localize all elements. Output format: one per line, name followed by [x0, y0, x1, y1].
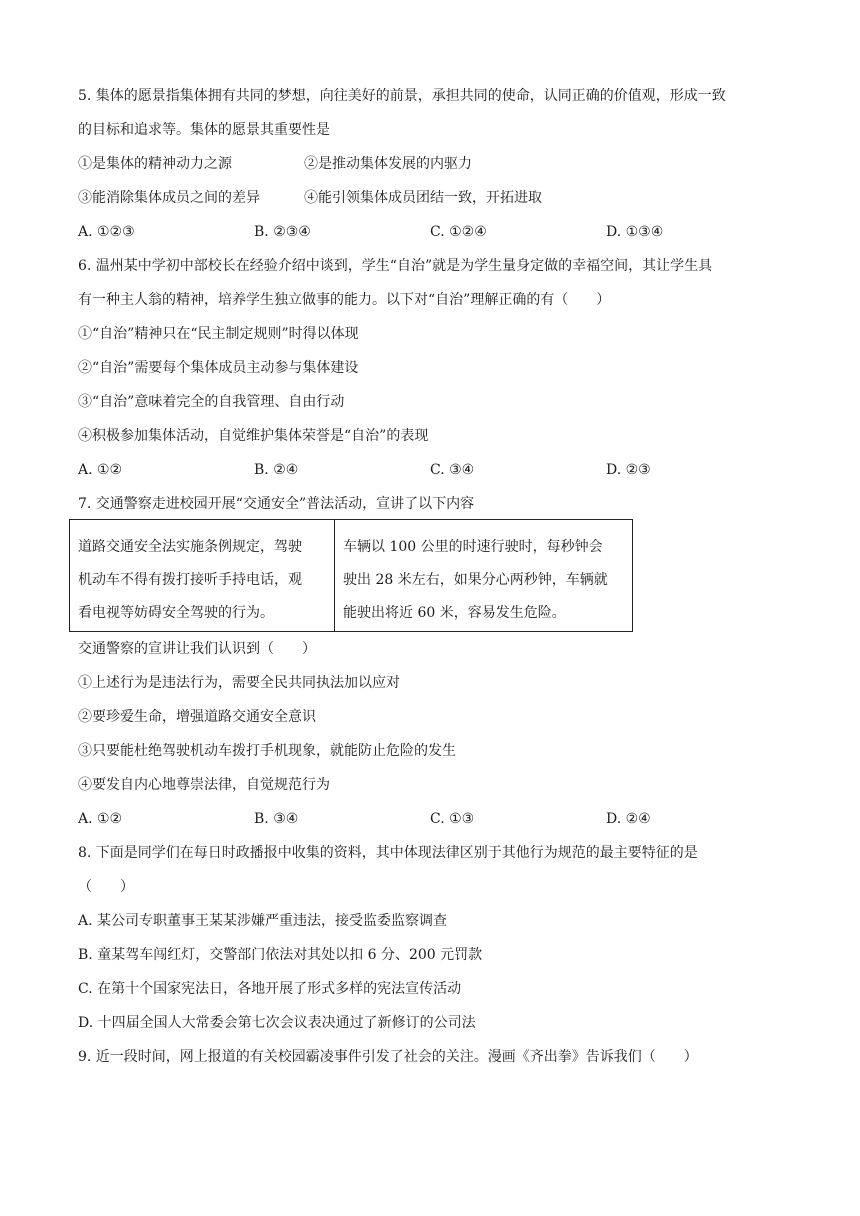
q6-option-b[interactable]: B. ②④ [254, 462, 299, 478]
q8-option-a[interactable]: A. 某公司专职董事王某某涉嫌严重违法，接受监委监察调查 [78, 913, 448, 929]
q6-option-a[interactable]: A. ①② [78, 462, 123, 478]
q5-statement-2: ②是推动集体发展的内驱力 [304, 156, 472, 172]
q5-statement-3: ③能消除集体成员之间的差异 [78, 190, 260, 206]
q6-statement-3: ③“自治”意味着完全的自我管理、自由行动 [78, 394, 345, 410]
q6-statement-2: ②“自治”需要每个集体成员主动参与集体建设 [78, 360, 359, 376]
q8-option-c[interactable]: C. 在第十个国家宪法日，各地开展了形式多样的宪法宣传活动 [78, 981, 462, 997]
q5-stem-line1: 5. 集体的愿景指集体拥有共同的梦想，向往美好的前景，承担共同的使命，认同正确的价值观，形成一致 [78, 88, 726, 104]
q5-option-c[interactable]: C. ①②④ [430, 224, 487, 240]
q5-options [78, 223, 778, 241]
q7-statement-1: ①上述行为是违法行为，需要全民共同执法加以应对 [78, 675, 400, 691]
q5-option-a[interactable]: A. ①②③ [78, 224, 135, 240]
q7-statement-2: ②要珍爱生命，增强道路交通安全意识 [78, 709, 316, 725]
q6-stem-line2: 有一种主人翁的精神，培养学生独立做事的能力。以下对“自治”理解正确的有（ ） [78, 292, 611, 308]
q7-question: 交通警察的宣讲让我们认识到（ ） [78, 641, 316, 657]
q7-statement-3: ③只要能杜绝驾驶机动车拨打手机现象，就能防止危险的发生 [78, 743, 456, 759]
q7-option-a[interactable]: A. ①② [78, 811, 123, 827]
q7-table-right-line2: 驶出 28 米左右，如果分心两秒钟，车辆就 [343, 572, 608, 588]
q6-option-c[interactable]: C. ③④ [430, 462, 475, 478]
q7-statement-4: ④要发自内心地尊崇法律，自觉规范行为 [78, 777, 330, 793]
q8-stem-line1: 8. 下面是同学们在每日时政播报中收集的资料，其中体现法律区别于其他行为规范的最主要特征的是 [78, 845, 698, 861]
q7-info-table [69, 519, 633, 632]
q7-options [78, 810, 778, 828]
q7-stem-line1: 7. 交通警察走进校园开展“交通安全”普法活动，宣讲了以下内容 [78, 496, 475, 512]
q5-option-d[interactable]: D. ①③④ [606, 224, 664, 240]
q7-option-c[interactable]: C. ①③ [430, 811, 475, 827]
q7-table-left-line3: 看电视等妨碍安全驾驶的行为。 [78, 605, 274, 621]
q7-option-d[interactable]: D. ②④ [606, 811, 651, 827]
q5-statement-1: ①是集体的精神动力之源 [78, 156, 232, 172]
q7-table-right-line3: 能驶出将近 60 米，容易发生危险。 [343, 605, 566, 621]
q5-statement-4: ④能引领集体成员团结一致，开拓进取 [304, 190, 542, 206]
q8-option-d[interactable]: D. 十四届全国人大常委会第七次会议表决通过了新修订的公司法 [78, 1015, 476, 1031]
q7-table-left-line2: 机动车不得有拨打接听手持电话，观 [78, 572, 302, 588]
q8-stem-line2: （ ） [78, 879, 134, 895]
q7-table-right-cell [335, 520, 633, 632]
q9-stem-line1: 9. 近一段时间，网上报道的有关校园霸凌事件引发了社会的关注。漫画《齐出拳》告诉我们（ ） [78, 1049, 698, 1065]
q5-stem-line2: 的目标和追求等。集体的愿景其重要性是 [78, 122, 330, 138]
q7-table-right-line1: 车辆以 100 公里的时速行驶时，每秒钟会 [343, 539, 603, 555]
q7-table-left-line1: 道路交通安全法实施条例规定，驾驶 [78, 539, 302, 555]
q6-stem-line1: 6. 温州某中学初中部校长在经验介绍中谈到，学生“自治”就是为学生量身定做的幸福空间，其让学生具 [78, 258, 713, 274]
q6-statement-4: ④积极参加集体活动，自觉维护集体荣誉是“自治”的表现 [78, 428, 429, 444]
q6-option-d[interactable]: D. ②③ [606, 462, 651, 478]
q6-statement-1: ①“自治”精神只在“民主制定规则”时得以体现 [78, 326, 359, 342]
q8-option-b[interactable]: B. 童某驾车闯红灯，交警部门依法对其处以扣 6 分、200 元罚款 [78, 947, 483, 963]
q7-option-b[interactable]: B. ③④ [254, 811, 299, 827]
q6-options [78, 461, 778, 479]
q5-option-b[interactable]: B. ②③④ [254, 224, 311, 240]
q7-table-left-cell [70, 520, 335, 632]
